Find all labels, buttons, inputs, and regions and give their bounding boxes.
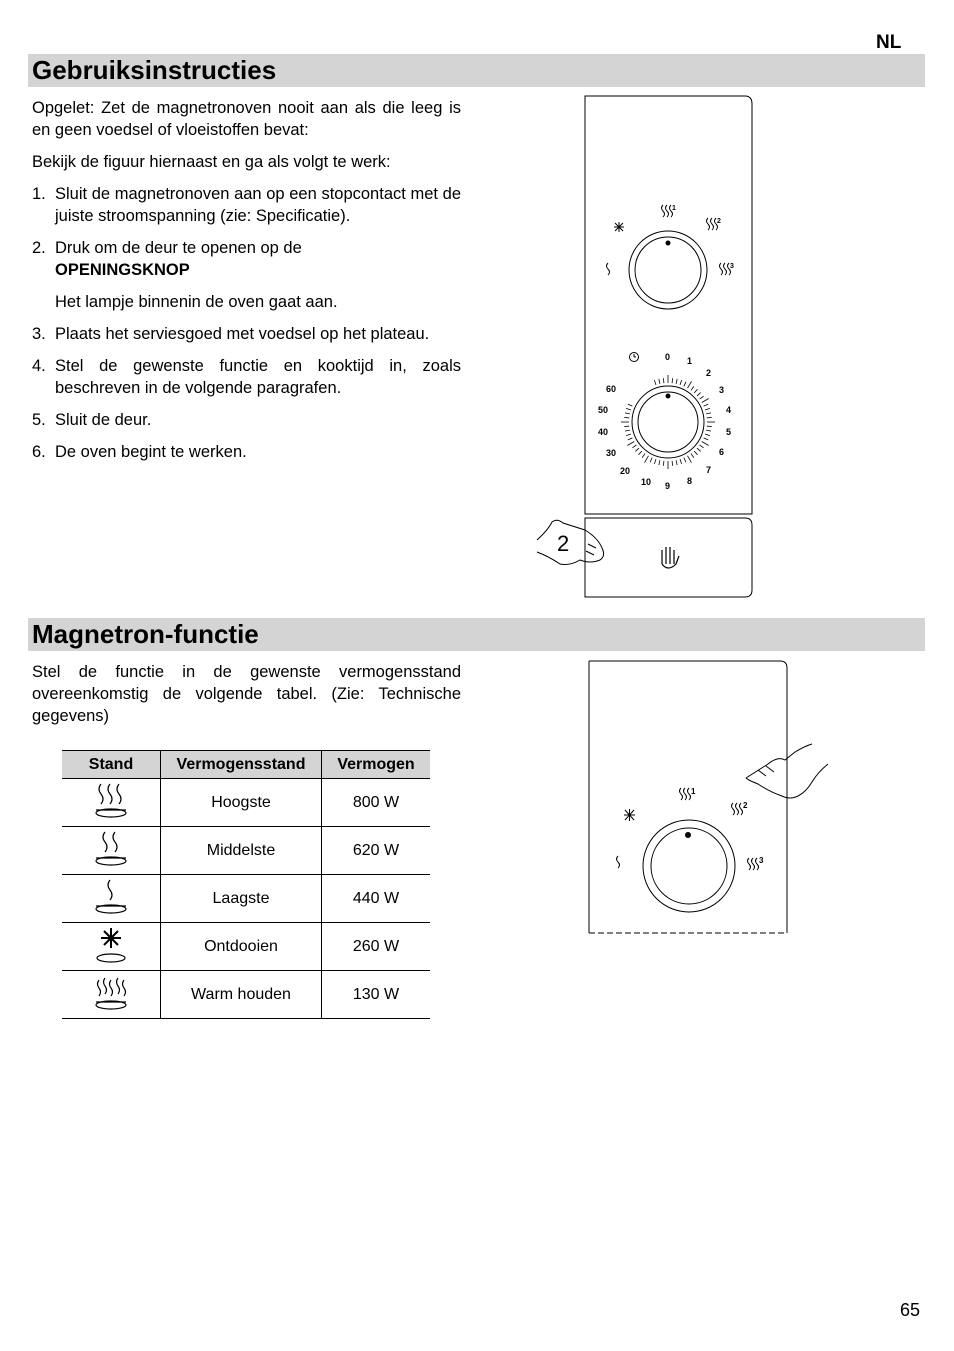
step-number: 4. <box>32 357 46 375</box>
timer-label: 8 <box>687 476 693 486</box>
defrost-icon <box>624 809 635 821</box>
timer-tick <box>632 445 636 448</box>
timer-tick <box>705 434 710 436</box>
warning-text: Opgelet: Zet de magnetronoven nooit aan als die leeg is en geen voedsel of vloeistoffen bevat: <box>32 99 461 139</box>
timer-tick <box>672 461 673 466</box>
defrost-icon <box>91 924 131 964</box>
timer-tick <box>659 379 660 384</box>
language-label: NL <box>876 32 902 53</box>
level-cell: Middelste <box>161 827 322 875</box>
icon-cell <box>62 971 161 1019</box>
timer-tick <box>645 456 649 463</box>
timer-label: 5 <box>726 427 732 437</box>
timer-tick <box>624 426 629 427</box>
column-header: Stand <box>62 751 161 779</box>
timer-tick <box>663 461 664 466</box>
timer-label: 9 <box>665 481 671 491</box>
level-cell: Warm houden <box>161 971 322 1019</box>
table-row <box>62 779 430 827</box>
timer-label: 6 <box>719 447 725 457</box>
timer-tick <box>626 408 631 410</box>
timer-tick <box>642 454 645 458</box>
timer-tick <box>704 438 709 440</box>
timer-tick <box>625 430 630 431</box>
timer-tick <box>625 413 630 414</box>
timer-tick <box>684 458 686 463</box>
timer-label: 2 <box>706 368 712 378</box>
step-number: 2. <box>32 239 46 257</box>
power-knob <box>643 820 735 912</box>
section-header-microwave <box>28 618 925 651</box>
power-cell: 440 W <box>322 875 431 923</box>
timer-label: 50 <box>598 405 609 415</box>
level-cell: Hoogste <box>161 779 322 827</box>
power-cell: 620 W <box>322 827 431 875</box>
step-text: Sluit de magnetronoven aan op een stopcontact met de juiste stroomspanning (zie: Specificatie). <box>55 185 461 225</box>
power-mark-2: 2 <box>717 218 721 225</box>
section-header-instructions <box>28 54 925 87</box>
intro-text: Stel de functie in de gewenste vermogensstand overeenkomstig de volgende tabel. (Zie: Technische gegevens) <box>32 663 461 725</box>
steam-medium-icon <box>91 828 131 868</box>
power-mark-1: 1 <box>691 787 696 796</box>
icon-cell <box>62 779 161 827</box>
timer-tick <box>705 408 710 410</box>
timer-tick <box>650 458 652 463</box>
timer-tick <box>702 399 709 403</box>
power-mark-2: 2 <box>743 801 748 810</box>
intro-text: Bekijk de figuur hiernaast en ga als volgt te werk: <box>32 153 391 171</box>
timer-label: 60 <box>606 384 617 394</box>
timer-tick <box>688 381 692 388</box>
timer-tick <box>706 430 711 431</box>
timer-tick <box>659 460 660 465</box>
timer-tick <box>707 426 712 427</box>
step-number: 1. <box>32 185 46 203</box>
timer-tick <box>635 448 639 451</box>
power-mark-1: 1 <box>672 205 676 212</box>
timer-tick <box>663 378 664 383</box>
timer-ticks <box>621 375 715 469</box>
pointing-hand-icon <box>537 520 604 564</box>
step-text: Druk om de deur te openen op de <box>55 239 302 257</box>
opening-button-label: OPENINGSKNOP <box>55 261 190 279</box>
column-header: Vermogensstand <box>161 751 322 779</box>
timer-tick <box>688 456 692 463</box>
table-row <box>62 875 430 923</box>
timer-tick <box>676 460 677 465</box>
section-title: Gebruiksinstructies <box>32 55 277 85</box>
timer-tick <box>694 389 697 393</box>
timer-tick <box>697 393 701 396</box>
timer-tick <box>624 417 629 418</box>
steam-high-icon <box>91 780 131 820</box>
level-cell: Laagste <box>161 875 322 923</box>
timer-tick <box>626 434 631 436</box>
timer-tick <box>691 386 694 390</box>
timer-tick <box>684 382 686 387</box>
icon-cell <box>62 875 161 923</box>
instructions-text <box>32 97 461 473</box>
timer-tick <box>702 442 709 446</box>
step-number: 3. <box>32 325 46 343</box>
door-button-icon <box>662 547 679 568</box>
step-item <box>32 183 461 227</box>
step-number: 6. <box>32 443 46 461</box>
table-row <box>62 827 430 875</box>
step-text: Plaats het serviesgoed met voedsel op het plateau. <box>55 325 430 343</box>
timer-tick <box>627 442 634 446</box>
timer-tick <box>628 404 633 406</box>
timer-tick <box>654 459 656 464</box>
timer-tick <box>707 417 712 418</box>
step-text: De oven begint te werken. <box>55 443 247 461</box>
step-item <box>32 355 461 399</box>
icon-cell <box>62 827 161 875</box>
timer-tick <box>680 380 682 385</box>
step-item <box>32 323 461 345</box>
icon-cell <box>62 923 161 971</box>
step-text: Stel de gewenste functie en kooktijd in, zoals beschreven in de volgende paragrafen. <box>55 357 461 397</box>
microwave-intro <box>32 661 461 737</box>
step-subtext: Het lampje binnenin de oven gaat aan. <box>55 293 338 311</box>
timer-label: 0 <box>665 352 671 362</box>
timer-label: 20 <box>620 466 631 476</box>
section-title: Magnetron-functie <box>32 619 259 649</box>
control-panel-figure <box>520 90 770 605</box>
timer-tick <box>697 448 701 451</box>
clock-icon <box>630 353 639 362</box>
timer-label: 3 <box>719 385 725 395</box>
table-header-row <box>62 751 430 779</box>
timer-tick <box>694 451 697 455</box>
timer-tick <box>700 396 704 399</box>
timer-tick <box>676 379 677 384</box>
timer-label: 1 <box>687 356 693 366</box>
timer-tick <box>672 378 673 383</box>
timer-tick <box>628 438 633 440</box>
table-row <box>62 971 430 1019</box>
table-row <box>62 923 430 971</box>
timer-tick <box>680 459 682 464</box>
column-header: Vermogen <box>322 751 431 779</box>
power-knob <box>629 231 707 309</box>
power-table <box>62 750 430 1019</box>
steam-low-icon <box>91 876 131 916</box>
timer-knob <box>632 386 704 458</box>
step-item <box>32 409 461 431</box>
power-cell: 260 W <box>322 923 431 971</box>
timer-labels <box>598 352 731 491</box>
timer-label: 4 <box>726 405 732 415</box>
timer-tick <box>639 451 642 455</box>
step-item <box>32 441 461 463</box>
timer-tick <box>706 413 711 414</box>
timer-label: 40 <box>598 427 609 437</box>
steps-list <box>32 183 461 463</box>
level-cell: Ontdooien <box>161 923 322 971</box>
callout-number: 2 <box>557 531 570 556</box>
steam-icons <box>617 788 759 870</box>
step-item <box>32 237 461 313</box>
steam-icons <box>607 205 731 275</box>
keep-warm-icon <box>91 972 131 1012</box>
timer-tick <box>654 380 656 385</box>
timer-tick <box>704 404 709 406</box>
defrost-icon <box>614 222 624 232</box>
step-text: Sluit de deur. <box>55 411 152 429</box>
step-number: 5. <box>32 411 46 429</box>
timer-label: 7 <box>706 465 712 475</box>
timer-label: 10 <box>641 477 652 487</box>
timer-tick <box>691 454 694 458</box>
power-knob-figure <box>580 655 840 940</box>
page-number: 65 <box>900 1300 921 1320</box>
power-cell: 800 W <box>322 779 431 827</box>
power-mark-3: 3 <box>730 263 734 270</box>
power-cell: 130 W <box>322 971 431 1019</box>
timer-label: 30 <box>606 448 617 458</box>
timer-tick <box>700 445 704 448</box>
power-mark-3: 3 <box>759 856 764 865</box>
